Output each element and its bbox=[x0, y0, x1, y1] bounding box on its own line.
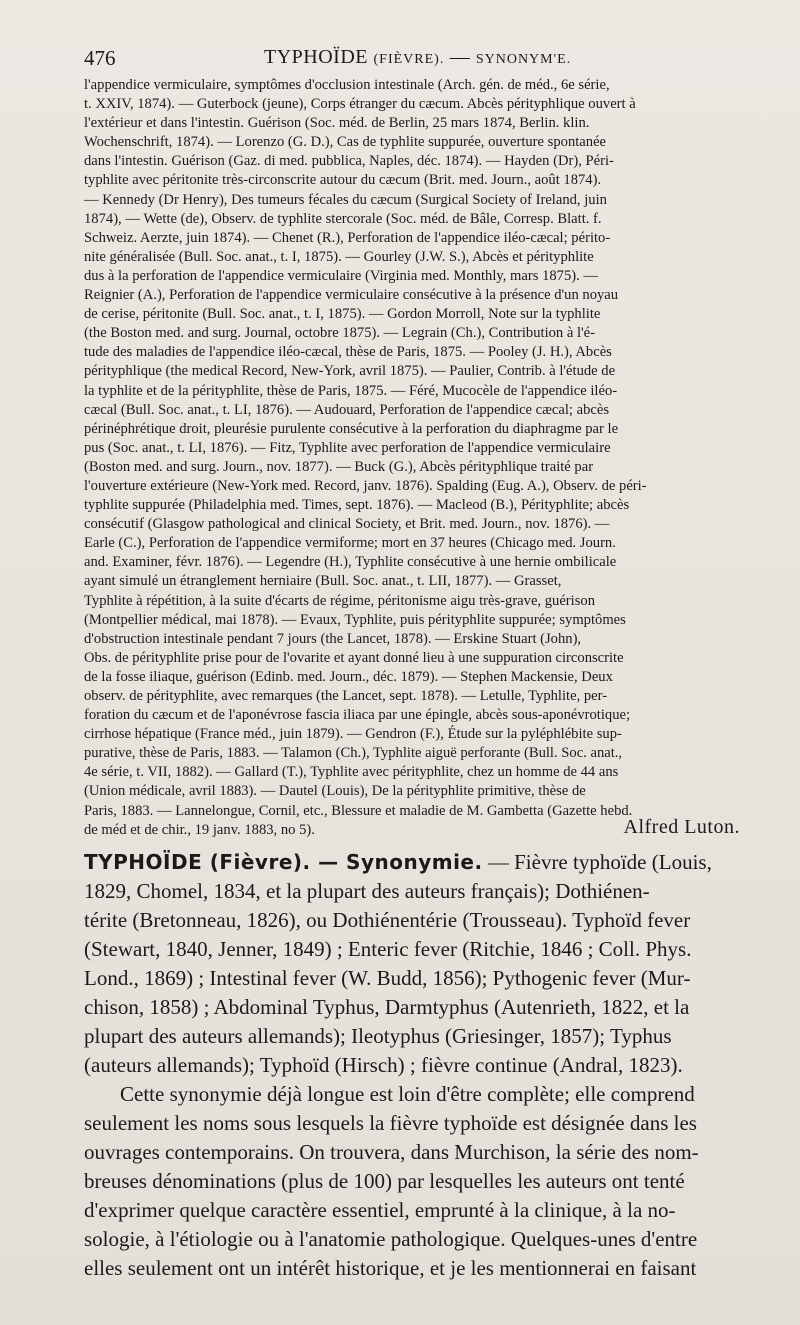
article-line: seulement les noms sous lesquels la fièvre typhoïde est désignée dans les bbox=[84, 1111, 697, 1135]
bibliography-line: l'appendice vermiculaire, symptômes d'occlusion intestinale (Arch. gén. de méd., 6e série, bbox=[84, 77, 610, 93]
running-head-paren: (FIÈVRE). bbox=[373, 52, 445, 67]
running-head bbox=[264, 46, 571, 69]
article-line: plupart des auteurs allemands); Ileotyphus (Griesinger, 1857); Typhus bbox=[84, 1024, 672, 1048]
page-header bbox=[84, 46, 750, 74]
article-line: chison, 1858) ; Abdominal Typhus, Darmtyphus (Autenrieth, 1822, et la bbox=[84, 995, 690, 1019]
bibliography-line: de cerise, péritonite (Bull. Soc. anat., t. I, 1875). — Gordon Morroll, Note sur la typhlite bbox=[84, 306, 601, 323]
bibliography-line: Typhlite à répétition, à la suite d'écarts de régime, péritonisme aigu très-grave, guérison bbox=[84, 592, 595, 609]
bibliography-line: typhlite suppurée (Philadelphia med. Times, sept. 1876). — Macleod (B.), Pérityphlite; abcès bbox=[84, 497, 630, 514]
article-line: d'exprimer quelque caractère essentiel, emprunté à la clinique, à la no- bbox=[84, 1198, 676, 1222]
bibliography-line: pus (Soc. anat., t. LI, 1876). — Fitz, Typhlite avec perforation de l'appendice vermiculaire bbox=[84, 439, 611, 456]
article-first-line bbox=[84, 848, 752, 877]
bibliography-line: observ. de pérityphlite, avec remarques (the Lancet, sept. 1878). — Letulle, Typhlite, per- bbox=[84, 688, 608, 704]
article-heading: TYPHOÏDE (Fièvre). — Synonymie. bbox=[84, 850, 483, 874]
bibliography-line: purative, thèse de Paris, 1883. — Talamon (Ch.), Typhlite aiguë perforante (Bull. Soc. anat., bbox=[84, 745, 623, 762]
bibliography-line: nite généralisée (Bull. Soc. anat., t. I, 1875). — Gourley (J.W. S.), Abcès et pérityphlite bbox=[84, 248, 594, 265]
bibliography-line: d'obstruction intestinale pendant 7 jours (the Lancet, 1878). — Erskine Stuart (John), bbox=[84, 630, 582, 647]
article-line: sologie, à l'étiologie ou à l'anatomie pathologique. Quelques-unes d'entre bbox=[84, 1227, 698, 1251]
article-line: térite (Bretonneau, 1826), ou Dothiénentérie (Trousseau). Typhoïd fever bbox=[84, 908, 691, 932]
bibliography-line: l'ouverture extérieure (New-York med. Record, janv. 1876). Spalding (Eug. A.), Observ. de péri- bbox=[84, 477, 647, 494]
bibliography-line: (the Boston med. and surg. Journal, octobre 1875). — Legrain (Ch.), Contribution à l'é- bbox=[84, 325, 596, 342]
bibliography-line: t. XXIV, 1874). — Guterbock (jeune), Corps étranger du cæcum. Abcès pérityphlique ouvert à bbox=[84, 96, 636, 113]
bibliography-line: (Boston med. and surg. Journ., nov. 1877). — Buck (G.), Abcès pérityphlique traité par bbox=[84, 458, 594, 475]
bibliography-line: — Kennedy (Dr Henry), Des tumeurs fécales du cæcum (Surgical Society of Ireland, juin bbox=[84, 191, 607, 208]
bibliography-line: typhlite avec péritonite très-circonscrite autour du cæcum (Brit. med. Journ., août 1874). bbox=[84, 172, 602, 189]
bibliography-line: dus à la perforation de l'appendice vermiculaire (Virginia med. Monthly, mars 1875). — bbox=[84, 267, 599, 284]
bibliography-line: cæcal (Bull. Soc. anat., t. LI, 1876). — Audouard, Perforation de l'appendice cæcal; abcès bbox=[84, 401, 610, 418]
bibliography-line: dans l'intestin. Guérison (Gaz. di med. pubblica, Naples, déc. 1874). — Hayden (Dr), Péri- bbox=[84, 153, 614, 170]
bibliography-line: cirrhose hépatique (France méd., juin 1879). — Gendron (F.), Étude sur la pyléphlébite sup- bbox=[84, 726, 622, 743]
bibliography-line: consécutif (Glasgow pathological and clinical Society, et Brit. med. Journ., nov. 1876). — bbox=[84, 516, 610, 533]
article-line: breuses dénominations (plus de 100) par lesquelles les auteurs ont tenté bbox=[84, 1169, 685, 1193]
bibliography-line: (Union médicale, avril 1883). — Dautel (Louis), De la pérityphlite primitive, thèse de bbox=[84, 783, 586, 800]
bibliography-line: 1874), — Wette (de), Observ. de typhlite stercorale (Soc. méd. de Bâle, Corresp. Blatt. f. bbox=[84, 210, 602, 227]
bibliography-line: ayant simulé un étranglement herniaire (Bull. Soc. anat., t. LII, 1877). — Grasset, bbox=[84, 573, 562, 590]
bibliography-block bbox=[84, 76, 752, 840]
article-line-0: — Fièvre typhoïde (Louis, bbox=[482, 850, 712, 874]
bibliography-line: foration du cæcum et de l'aponévrose fascia iliaca par une épingle, abcès sous-aponévrotique; bbox=[84, 707, 631, 724]
bibliography-line: l'extérieur et dans l'intestin. Guérison (Soc. méd. de Berlin, 25 mars 1874, Berlin. klin. bbox=[84, 115, 590, 132]
author-signature: Alfred Luton. bbox=[623, 816, 740, 838]
article-line: 1829, Chomel, 1834, et la plupart des auteurs français); Dothiénen- bbox=[84, 879, 650, 903]
running-head-section: SYNONYM'E. bbox=[475, 52, 572, 67]
article-paragraphs bbox=[84, 877, 752, 1283]
bibliography-line: Schweiz. Aerzte, juin 1874). — Chenet (R.), Perforation de l'appendice iléo-cæcal; périto- bbox=[84, 229, 611, 246]
article-line: Lond., 1869) ; Intestinal fever (W. Budd, 1856); Pythogenic fever (Mur- bbox=[84, 966, 691, 990]
page-number: 476 bbox=[84, 46, 116, 70]
bibliography-line: 4e série, t. VII, 1882). — Gallard (T.), Typhlite avec pérityphlite, chez un homme de 44 ans bbox=[84, 764, 619, 781]
bibliography-line: pérityphlique (the medical Record, New-York, avril 1875). — Paulier, Contrib. à l'étude de bbox=[84, 363, 616, 380]
bibliography-line: Earle (C.), Perforation de l'appendice vermiforme; mort en 37 heures (Chicago med. Journ. bbox=[84, 535, 616, 552]
bibliography-line: and. Examiner, févr. 1876). — Legendre (H.), Typhlite consécutive à une hernie ombilicale bbox=[84, 554, 617, 571]
article-body bbox=[84, 848, 752, 1283]
bibliography-line: Paris, 1883. — Lannelongue, Cornil, etc., Blessure et maladie de M. Gambetta (Gazette hebd. bbox=[84, 802, 633, 819]
article-line: (Stewart, 1840, Jenner, 1849) ; Enteric fever (Ritchie, 1846 ; Coll. Phys. bbox=[84, 937, 692, 961]
bibliography-line: (Montpellier médical, mai 1878). — Evaux, Typhlite, puis pérityphlite suppurée; symptômes bbox=[84, 611, 626, 628]
article-line: (auteurs allemands); Typhoïd (Hirsch) ; fièvre continue (Andral, 1823). bbox=[84, 1053, 683, 1077]
bibliography-line: de la fosse iliaque, guérison (Edinb. med. Journ., déc. 1879). — Stephen Mackensie, Deux bbox=[84, 668, 613, 685]
bibliography-line: la typhlite et de la pérityphlite, thèse de Paris, 1875. — Féré, Mucocèle de l'appendice iléo- bbox=[84, 382, 618, 399]
bibliography-line: de méd et de chir., 19 janv. 1883, no 5). bbox=[84, 821, 315, 838]
article-line: Cette synonymie déjà longue est loin d'être complète; elle comprend bbox=[120, 1082, 695, 1106]
bibliography-line: Reignier (A.), Perforation de l'appendice vermiculaire consécutive à la présence d'un noyau bbox=[84, 287, 619, 304]
article-line: ouvrages contemporains. On trouvera, dans Murchison, la série des nom- bbox=[84, 1140, 699, 1164]
running-head-main: TYPHOÏDE bbox=[264, 46, 368, 68]
article-line: elles seulement ont un intérêt historique, et je les mentionnerai en faisant bbox=[84, 1256, 697, 1280]
bibliography-line: périnéphrétique droit, pleurésie purulente consécutive à la perforation du diaphragme par le bbox=[84, 420, 619, 437]
bibliography-line: Wochenschrift, 1874). — Lorenzo (G. D.), Cas de typhlite suppurée, ouverture spontanée bbox=[84, 134, 607, 151]
bibliography-line: Obs. de pérityphlite prise pour de l'ovarite et ayant donné lieu à une suppuration circonscrite bbox=[84, 649, 624, 666]
bibliography-line: tude des maladies de l'appendice iléo-cæcal, thèse de Paris, 1875. — Pooley (J. H.), Abcès bbox=[84, 344, 612, 361]
running-head-dash: — bbox=[449, 46, 471, 68]
